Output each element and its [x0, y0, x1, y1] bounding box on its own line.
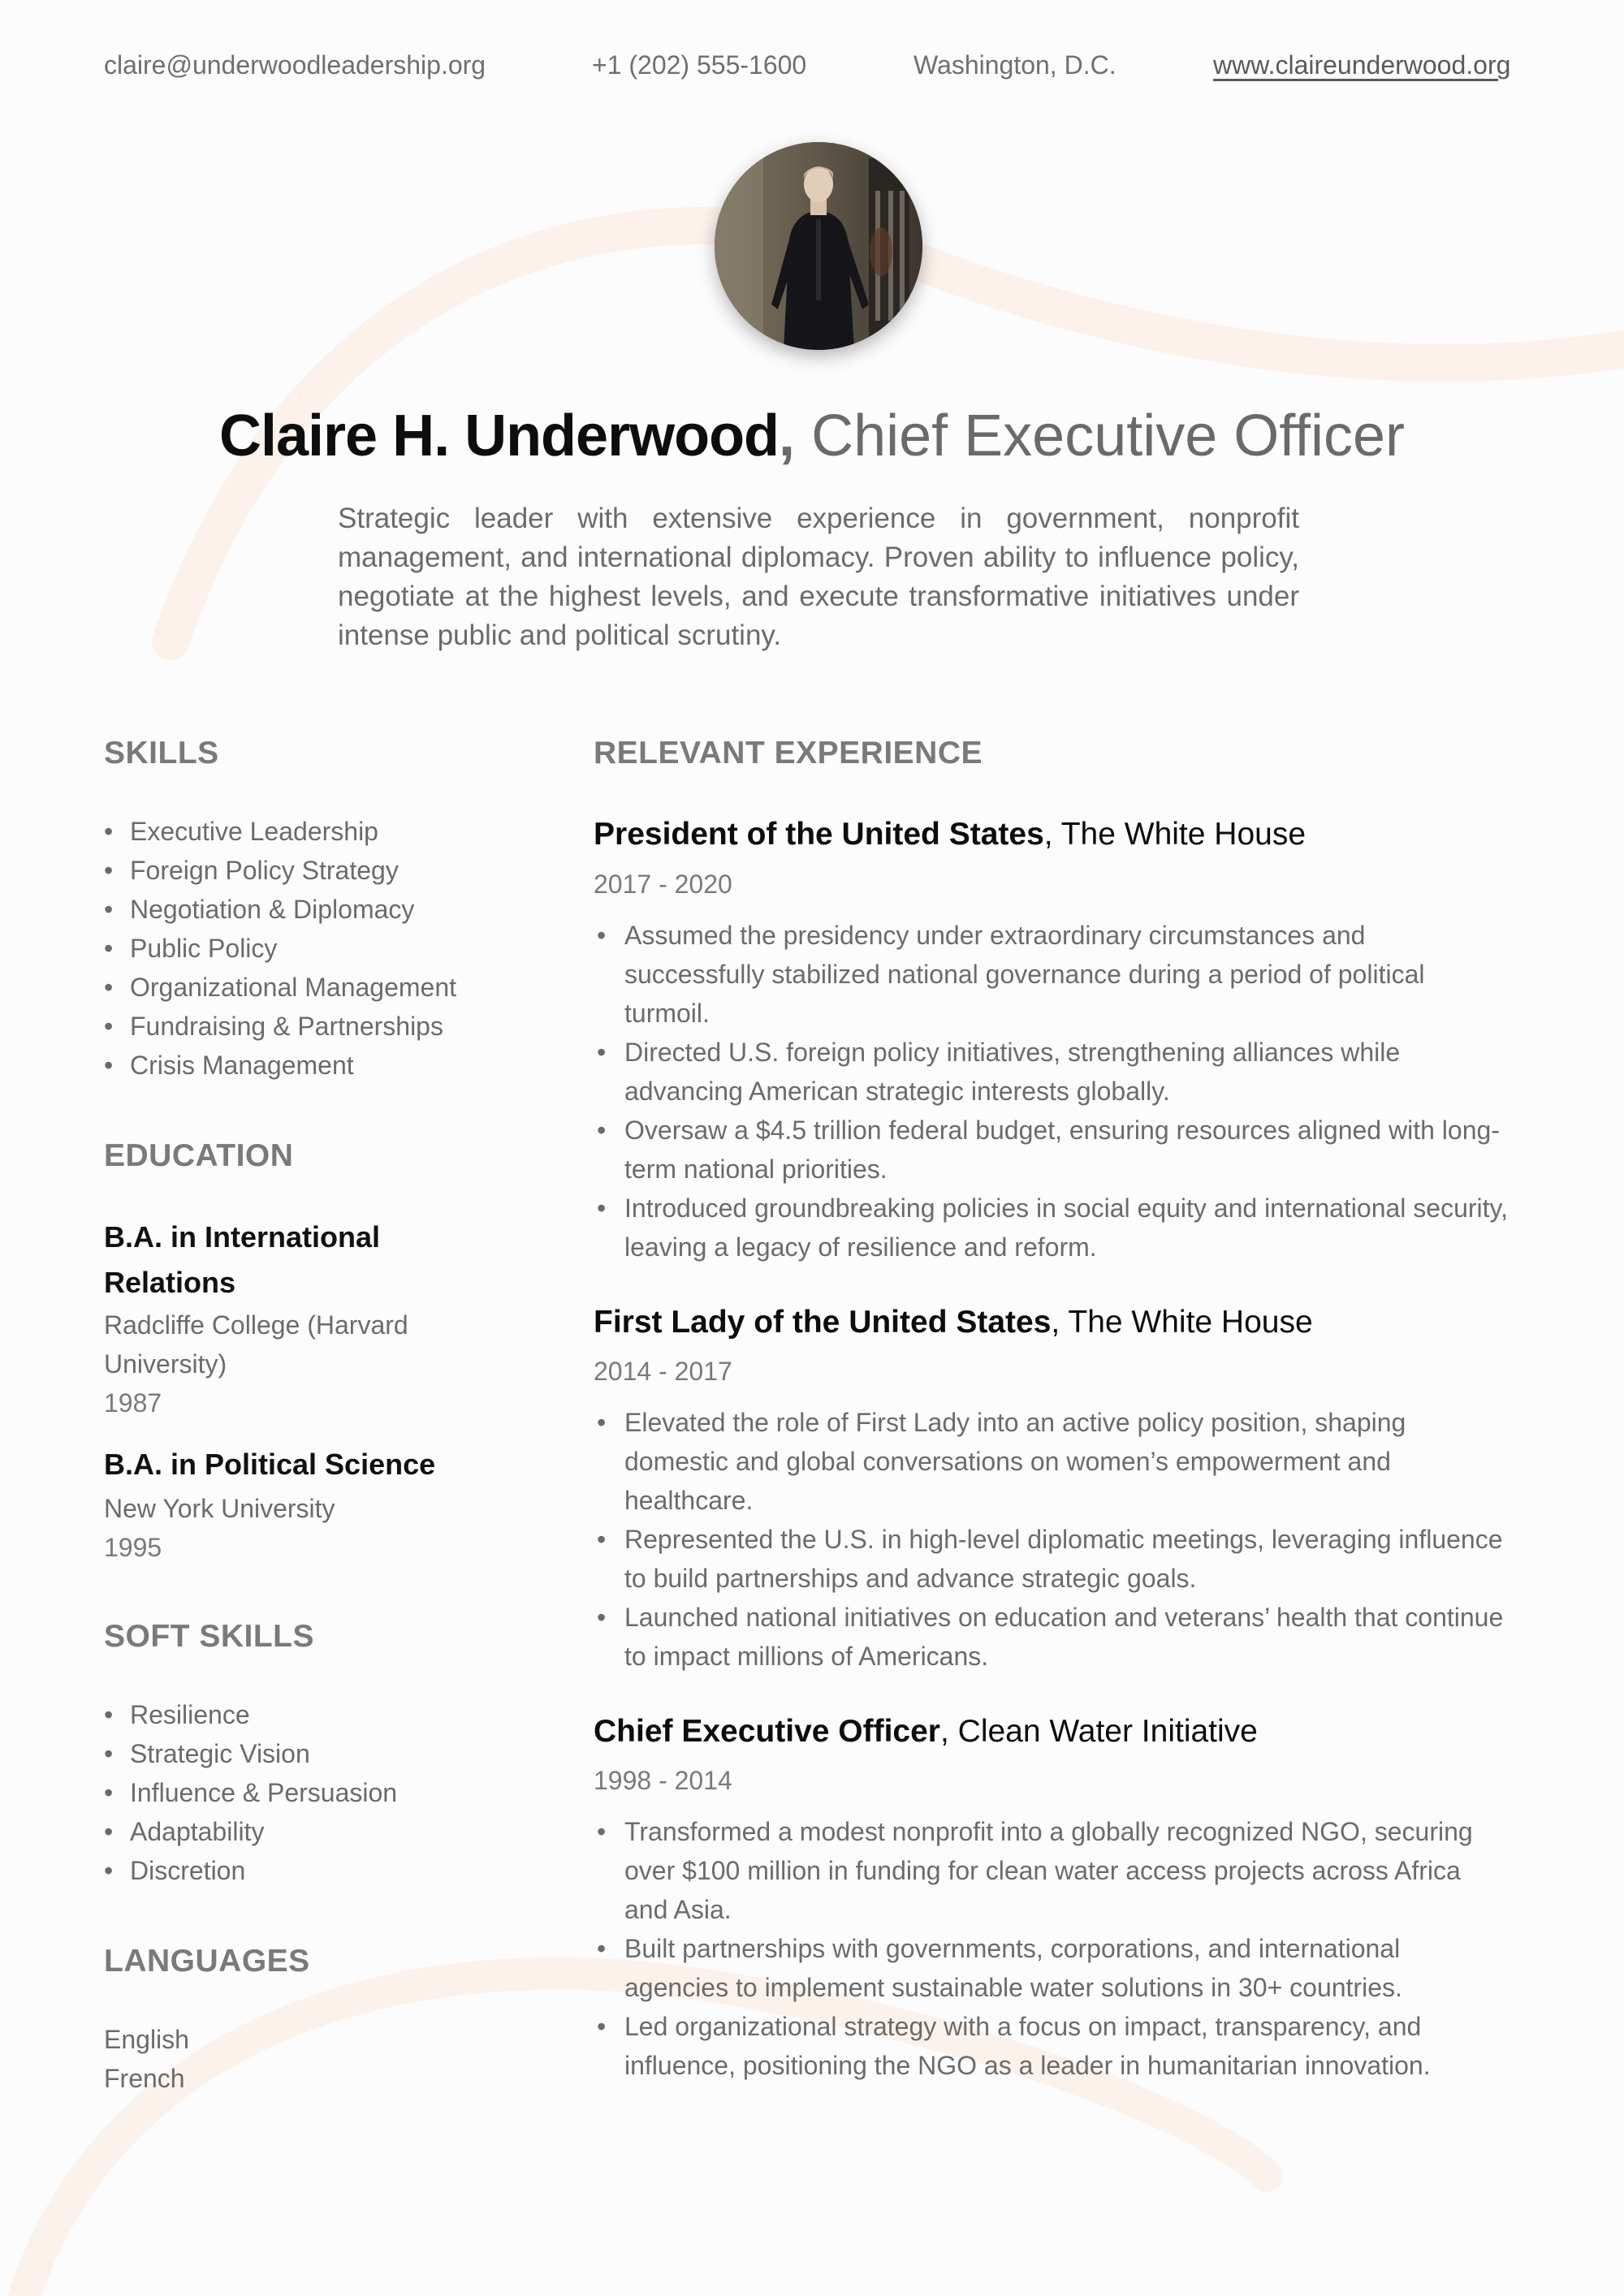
- job-role: First Lady of the United States: [594, 1305, 1052, 1340]
- job-title: [594, 1301, 1313, 1344]
- job-bullets: [594, 1812, 1511, 2085]
- person-name: Claire H. Underwood: [218, 404, 780, 468]
- soft-skill-item: • Discretion: [104, 1851, 397, 1890]
- soft-skill-item: • Strategic Vision: [104, 1734, 397, 1773]
- language-item: French: [104, 2064, 185, 2093]
- degree-year: 1987: [104, 1388, 162, 1418]
- degree-title: B.A. in International Relations: [104, 1220, 381, 1299]
- skill-item: • Executive Leadership: [104, 812, 456, 851]
- contact-location: Washington, D.C.: [914, 50, 1116, 80]
- soft-skill-item: • Adaptability: [104, 1812, 397, 1851]
- job-bullets: [594, 916, 1511, 1267]
- skill-item: • Organizational Management: [104, 968, 456, 1007]
- job-organization: , The White House: [1043, 817, 1307, 852]
- degree-year: 1995: [104, 1533, 162, 1562]
- job-bullet: • Transformed a modest nonprofit into a globally recognized NGO, securing over $100 million in funding for clean water access projects across Africa and Asia.: [594, 1812, 1511, 1929]
- job-bullet: • Built partnerships with governments, corporations, and international agencies to implement sustainable water solutions in 30+ countries.: [594, 1929, 1511, 2007]
- job-bullets: [594, 1403, 1511, 1676]
- headline: [0, 399, 1624, 473]
- job-bullet: • Led organizational strategy with a focus on impact, transparency, and influence, positioning the NGO as a leader in humanitarian innovation.: [594, 2007, 1511, 2085]
- degree-school: New York University: [104, 1494, 335, 1523]
- languages-title: LANGUAGES: [104, 1944, 310, 1979]
- job-bullet: • Assumed the presidency under extraordinary circumstances and successfully stabilized national governance during a period of political turmoil.: [594, 916, 1511, 1033]
- job-title: [594, 814, 1306, 856]
- skill-item: • Negotiation & Diplomacy: [104, 890, 456, 929]
- skill-item: • Fundraising & Partnerships: [104, 1007, 456, 1046]
- job-bullet: • Oversaw a $4.5 trillion federal budget, ensuring resources aligned with long-term national priorities.: [594, 1111, 1511, 1189]
- job-organization: , Clean Water Initiative: [939, 1714, 1258, 1749]
- profile-photo: [715, 142, 922, 350]
- education-title: EDUCATION: [104, 1138, 294, 1173]
- soft-skill-item: • Influence & Persuasion: [104, 1773, 397, 1812]
- profile-summary: Strategic leader with extensive experience in government, nonprofit management, and international diplomacy. Proven ability to influence policy, negotiate at the highest levels, and execute transformative initiatives under intense public and political scrutiny.: [338, 503, 1299, 651]
- job-bullet: • Introduced groundbreaking policies in social equity and international security, leaving a legacy of resilience and reform.: [594, 1189, 1511, 1267]
- skills-list: [104, 812, 456, 1085]
- job-bullet: • Launched national initiatives on education and veterans’ health that continue to impact millions of Americans.: [594, 1598, 1511, 1676]
- job-title: [594, 1711, 1258, 1753]
- job-bullet: • Elevated the role of First Lady into an active policy position, shaping domestic and global conversations on women’s empowerment and healthcare.: [594, 1403, 1511, 1520]
- skill-item: • Crisis Management: [104, 1046, 456, 1085]
- degree-school: Radcliffe College (Harvard University): [104, 1310, 408, 1379]
- job-dates: 2014 - 2017: [594, 1357, 732, 1386]
- contact-phone[interactable]: +1 (202) 555-1600: [592, 50, 807, 80]
- job-organization: , The White House: [1051, 1305, 1313, 1340]
- skill-item: • Public Policy: [104, 929, 456, 968]
- degree-title: B.A. in Political Science: [104, 1448, 436, 1481]
- language-item: English: [104, 2025, 189, 2054]
- job-role: President of the United States: [594, 817, 1044, 852]
- skill-item: • Foreign Policy Strategy: [104, 851, 456, 890]
- job-dates: 2017 - 2020: [594, 870, 732, 899]
- headline-separator: ,: [779, 404, 796, 468]
- skills-title: SKILLS: [104, 736, 219, 770]
- contact-email[interactable]: claire@underwoodleadership.org: [104, 50, 486, 80]
- contact-website-link[interactable]: www.claireunderwood.org: [1213, 50, 1511, 80]
- job-dates: 1998 - 2014: [594, 1766, 732, 1795]
- job-bullet: • Represented the U.S. in high-level diplomatic meetings, leveraging influence to build partnerships and advance strategic goals.: [594, 1520, 1511, 1598]
- soft-skills-title: SOFT SKILLS: [104, 1619, 314, 1654]
- soft-skill-item: • Resilience: [104, 1695, 397, 1734]
- portrait-image: [715, 142, 922, 350]
- soft-skills-list: [104, 1695, 397, 1890]
- job-role: Chief Executive Officer: [594, 1714, 940, 1749]
- person-role: Chief Executive Officer: [795, 404, 1406, 468]
- experience-title: RELEVANT EXPERIENCE: [594, 736, 983, 770]
- job-bullet: • Directed U.S. foreign policy initiatives, strengthening alliances while advancing American strategic interests globally.: [594, 1033, 1511, 1111]
